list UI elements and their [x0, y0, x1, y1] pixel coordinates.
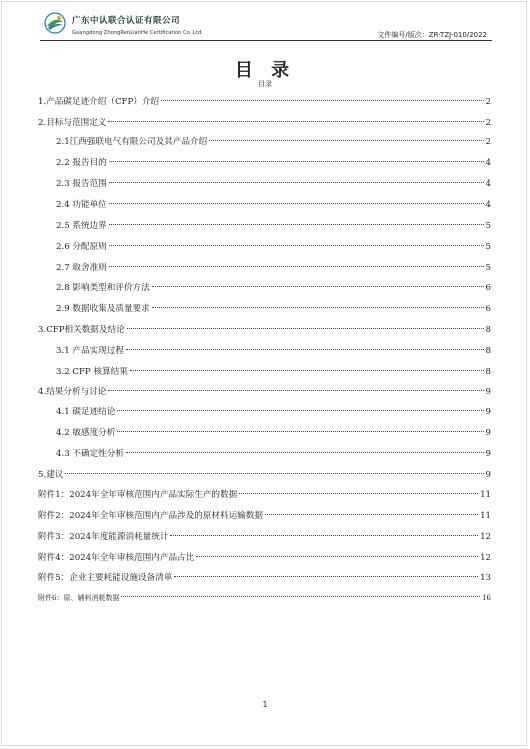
toc-entry-page: 5: [485, 242, 491, 252]
toc-entry-page: 4: [485, 200, 491, 210]
toc-entry[interactable]: [56, 240, 491, 254]
toc-entry-page: 5: [485, 263, 491, 273]
toc-entry-page: 12: [480, 553, 491, 563]
toc-entry-page: 2: [485, 97, 491, 107]
toc-entry-page: 5: [485, 221, 491, 231]
toc-entry[interactable]: [56, 219, 491, 233]
toc-entry[interactable]: [38, 385, 491, 399]
toc-entry-label: 2.3 报告范围: [56, 179, 107, 189]
toc-entry-label: 2.8 影响类型和评价方法: [56, 283, 150, 293]
toc-entry-page: 11: [480, 511, 491, 521]
toc-leader-dots: [152, 307, 484, 308]
page-number: 1: [262, 700, 268, 709]
toc-entry-label: 附件1：2024年全年审核范围内产品实际生产的数据: [38, 490, 238, 500]
toc-entry-label: 4.1 碳足迹结论: [56, 407, 116, 417]
toc-entry[interactable]: [56, 426, 491, 440]
toc-entry-page: 6: [485, 304, 491, 314]
toc-entry[interactable]: [38, 551, 491, 565]
toc-title: 目 录: [234, 60, 296, 81]
toc-entry-page: 9: [485, 449, 491, 459]
toc-entry-label: 3.CFP相关数据及结论: [38, 325, 125, 335]
toc-leader-dots: [126, 349, 484, 350]
toc-entry[interactable]: [38, 530, 491, 544]
toc-entry[interactable]: [38, 488, 491, 502]
toc-entry-label: 4.2 敏感度分析: [56, 428, 116, 438]
toc-entry[interactable]: [56, 135, 491, 149]
toc-entry[interactable]: [38, 323, 491, 337]
toc-entry-page: 9: [485, 428, 491, 438]
toc-entry[interactable]: [38, 95, 491, 109]
toc-entry-label: 3.1 产品实现过程: [56, 346, 124, 356]
toc-leader-dots: [239, 493, 478, 494]
toc-entry-page: 9: [485, 407, 491, 417]
toc-entry-page: 12: [480, 532, 491, 542]
toc-entry-label: 2.6 分配原则: [56, 242, 107, 252]
toc-entry[interactable]: [56, 198, 491, 212]
toc-leader-dots: [174, 576, 478, 577]
toc-entry[interactable]: [56, 281, 491, 295]
toc-entry-label: 5.建议: [38, 470, 64, 480]
toc-entry[interactable]: [38, 116, 491, 130]
toc-entry-label: 2.2 报告目的: [56, 158, 107, 168]
toc-leader-dots: [196, 556, 478, 557]
toc-entry-page: 8: [485, 367, 491, 377]
toc-leader-dots: [117, 431, 483, 432]
toc-entry-page: 2: [485, 137, 491, 147]
toc-entry-label: 附件6：原、辅料消耗数据: [38, 594, 120, 602]
toc-entry-label: 附件5：企业主要耗能设施设备清单: [38, 573, 173, 583]
toc-entry-page: 8: [485, 346, 491, 356]
toc-leader-dots: [109, 224, 484, 225]
toc-entry-page: 2: [485, 118, 491, 128]
toc-entry-page: 4: [485, 158, 491, 168]
toc-entry-label: 附件2：2024年全年审核范围内产品涉及的原材料运输数据: [38, 511, 263, 521]
toc-entry-label: 4.结果分析与讨论: [38, 387, 107, 397]
toc-leader-dots: [109, 182, 484, 183]
toc-entry-label: 3.2 CFP 核算结果: [56, 367, 128, 377]
toc-entry-page: 4: [485, 179, 491, 189]
toc-entry[interactable]: [56, 447, 491, 461]
toc-leader-dots: [109, 161, 484, 162]
toc-entry[interactable]: [56, 344, 491, 358]
toc-entry[interactable]: [56, 302, 491, 316]
document-number: 文件编号/版次：ZR-TZJ-010/2022: [377, 31, 487, 39]
toc-leader-dots: [65, 473, 483, 474]
toc-entry[interactable]: [56, 365, 491, 379]
toc-entry-page: 9: [485, 387, 491, 397]
toc-entry-label: 4.3 不确定性分析: [56, 449, 124, 459]
toc-leader-dots: [127, 328, 484, 329]
toc-leader-dots: [121, 596, 480, 597]
toc-entry[interactable]: [56, 156, 491, 170]
toc-entry[interactable]: [56, 261, 491, 275]
toc-entry-page: 16: [482, 594, 491, 602]
company-name-cn: 广东中认联合认证有限公司: [72, 16, 181, 26]
toc-entry-label: 附件3：2024年度能源消耗量统计: [38, 532, 169, 542]
toc-entry[interactable]: [56, 405, 491, 419]
toc-entry-label: 2.5 系统边界: [56, 221, 107, 231]
toc-entry[interactable]: [38, 468, 491, 482]
toc-entry[interactable]: [38, 509, 491, 523]
toc-entry[interactable]: [38, 571, 491, 585]
company-name-en: Guangdong ZhongRenLianHe Certification Co.,Ltd.: [72, 30, 203, 36]
toc-entry-page: 13: [480, 573, 491, 583]
company-logo-icon: [44, 12, 66, 34]
toc-leader-dots: [109, 203, 484, 204]
toc-leader-dots: [161, 100, 483, 101]
toc-leader-dots: [126, 452, 484, 453]
toc-entry-label: 2.9 数据收集及质量要求: [56, 304, 150, 314]
toc-subtitle: 目录: [258, 80, 272, 88]
toc-leader-dots: [109, 266, 484, 267]
toc-leader-dots: [108, 121, 483, 122]
toc-entry-page: 8: [485, 325, 491, 335]
toc-entry-label: 2.7 取舍准则: [56, 263, 107, 273]
toc-leader-dots: [209, 140, 483, 141]
toc-leader-dots: [117, 410, 483, 411]
header-divider: [40, 40, 492, 41]
toc-entry-label: 1.产品碳足迹介绍（CFP）介绍: [38, 97, 160, 107]
toc-entry[interactable]: [38, 591, 491, 605]
toc-entry-label: 2.1江西强联电气有限公司及其产品介绍: [56, 137, 208, 147]
toc-leader-dots: [152, 286, 484, 287]
toc-entry-page: 9: [485, 470, 491, 480]
toc-entry-label: 2.4 功能单位: [56, 200, 107, 210]
toc-entry[interactable]: [56, 177, 491, 191]
toc-leader-dots: [170, 535, 478, 536]
toc-entry-label: 2.目标与范围定义: [38, 118, 107, 128]
toc-entry-label: 附件4：2024年全年审核范围内产品占比: [38, 553, 195, 563]
toc-leader-dots: [130, 370, 484, 371]
toc-entry-page: 6: [485, 283, 491, 293]
toc-leader-dots: [108, 390, 483, 391]
toc-leader-dots: [265, 514, 478, 515]
toc-entry-page: 11: [480, 490, 491, 500]
toc-leader-dots: [109, 245, 484, 246]
